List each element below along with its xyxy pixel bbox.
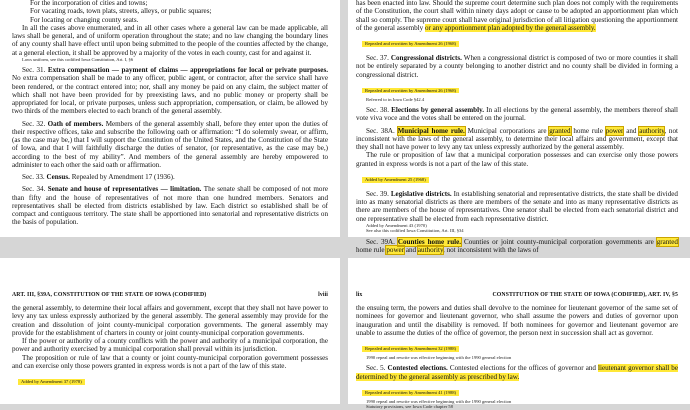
section-heading: Extra compensation — payment of claims — appropriations for local or private purposes.	[47, 66, 328, 75]
highlighted-word: granted	[549, 126, 571, 135]
section-number: Sec. 5.	[366, 364, 386, 373]
section-text: In all elections by the general assembly, the members thereof shall vote viva voce and the votes shall be entered on the journal.	[356, 106, 678, 123]
section-31	[12, 66, 328, 116]
note: Laws uniform, see this codified Iowa Constitution, Art. I, §6	[22, 56, 134, 62]
highlighted-word: authority	[417, 245, 444, 254]
paragraph: If the power or authority of a county conflicts with the power and authority of a municipal corporation, the power and authority exercised by a municipal corporation shall prevail within its jurisdiction.	[12, 337, 328, 354]
paragraph: The rule or proposition of law that a municipal corporation possesses and can exercise only those powers granted in express words is not a part of the law of this state.	[356, 151, 678, 168]
section-text: When a congressional district is composed of two or more counties it shall not be entirely separated by a county belonging to another district and no county shall be divided in forming a congressional district.	[356, 54, 678, 79]
highlighted-note: Repealed and rewritten by Amendment 26 (1968)	[362, 88, 459, 94]
running-header	[12, 292, 328, 298]
section-heading: Congressional districts.	[390, 54, 462, 62]
paragraph: the ensuing term, the powers and duties shall devolve to the nominee for lieutenant governor of the same set of nominees for governor and lieutenant governor, who shall assume the powers and duties of governor upon inauguration and until the disability is removed. If both nominees for governor and lieutenant governor are unable to assume the duties of the office of governor, the person next in succession shall act as governor.	[356, 304, 678, 337]
header-title: ART. III, §39A, CONSTITUTION OF THE STATE OF IOWA (CODIFIED)	[12, 292, 207, 298]
section-number: Sec. 37.	[366, 54, 389, 62]
page-left-upper	[0, 0, 340, 237]
section-number: Sec. 38.	[366, 106, 390, 115]
section-text: home rule	[356, 245, 387, 254]
page-number: lviii	[318, 292, 328, 298]
highlighted-word: granted	[656, 237, 678, 246]
note: Added by Amendment 43 (1970)	[366, 222, 427, 228]
section-text: home rule	[570, 126, 606, 135]
highlighted-note: Added by Amendment 25 (1968)	[362, 177, 429, 183]
section-heading: Census.	[46, 173, 70, 182]
note: Statutory provisions, see Iowa Code chapter 58	[366, 404, 453, 410]
list-item: For locating or changing county seats.	[30, 15, 139, 24]
highlighted-word: authority	[639, 126, 665, 135]
section-number: Sec. 39A.	[366, 237, 395, 246]
section-text: Members of the general assembly shall, before they enter upon the duties of their respective offices, take and subscribe the following oath or affirmation: “I do solemnly swear, or affirm, (as the case may be,) that I will support the Constitution of the United States, and the Constitution of the State of Iowa, and that I will faithfully discharge the duties of senator, (or representative, as the case may be,) according to the best of my ability”. And members of the general assembly are hereby empowered to administer to each other the said oath or affirmation.	[12, 119, 328, 169]
section-33	[12, 173, 328, 181]
section-5	[356, 364, 678, 381]
section-39a	[356, 238, 678, 255]
highlighted-note: Added by Amendment 37 (1978)	[18, 379, 85, 385]
section-heading: Elections by general assembly.	[391, 106, 484, 115]
section-32	[12, 120, 328, 170]
note: Referred to in Iowa Code §42.4	[366, 96, 425, 102]
section-text: , not inconsistent with the laws of	[443, 245, 539, 254]
section-text: Counties or joint county-municipal corporation governments are	[461, 237, 657, 246]
highlighted-note: Repealed and rewritten by Amendment 41 (1988)	[362, 390, 459, 396]
section-heading-highlighted: Counties home rule.	[397, 237, 462, 246]
section-text: The senate shall be composed of not more than fifty and the house of representatives of not more than one hundred members. Senators and representatives shall be elected from districts established by law. Each district so established shall be of compact and contiguous territory. The state shall be apportioned into senatorial and representative districts on the basis of population.	[12, 185, 328, 227]
section-heading: Contested elections.	[387, 364, 448, 373]
section-text: Repealed by Amendment 17 (1936).	[69, 173, 175, 182]
highlighted-note: Repealed and rewritten by Amendment 26 (1968)	[362, 41, 459, 47]
section-number: Sec. 32.	[22, 119, 46, 128]
list-item: For the incorporation of cities and towns;	[30, 0, 148, 7]
section-number: Sec. 39.	[366, 189, 389, 198]
section-number: Sec. 33.	[22, 173, 45, 182]
section-heading: Senate and house of representatives — limitation.	[47, 185, 202, 194]
section-34	[12, 185, 328, 226]
section-number: Sec. 34.	[22, 185, 46, 194]
section-number: Sec. 38A.	[366, 126, 395, 135]
section-text: , not inconsistent with the laws of the general assembly, to determine their local affairs and government, except that they shall not have power to levy any tax unless expressly authorized by the general assembly.	[356, 126, 678, 152]
paragraph: In all the cases above enumerated, and in all other cases where a general law can be made applicable, all laws shall be general, and of uniform operation throughout the state; and no law changing the boundary lines of any county shall have effect until upon being submitted to the people of the counties affected by the change, at a general election, it shall be approved by a majority of the votes in each county, cast for and against it.	[12, 23, 328, 57]
paragraph	[356, 0, 678, 32]
section-38	[356, 106, 678, 123]
note: 1990 repeal and rewrite was effective beginning with the 1990 general election	[366, 398, 512, 404]
section-text: Municipal corporations are	[464, 126, 550, 135]
section-heading-highlighted: Municipal home rule.	[397, 126, 465, 135]
header-title: CONSTITUTION OF THE STATE OF IOWA (CODIFIED), ART. IV, §5	[492, 292, 678, 298]
section-number: Sec. 31.	[22, 66, 46, 75]
page-right-upper	[348, 0, 690, 254]
section-39	[356, 190, 678, 223]
list-item: For vacating roads, town plats, streets, alleys, or public squares;	[30, 7, 212, 16]
section-37	[356, 54, 678, 79]
section-38a	[356, 127, 678, 152]
section-text: and	[404, 245, 418, 254]
note: 1990 repeal and rewrite was effective beginning with the 1990 general election	[366, 355, 512, 360]
highlighted-word: power	[605, 126, 624, 135]
note: See also this codified Iowa Constitution, Art. III, §34	[366, 228, 464, 234]
section-text: In establishing senatorial and representative districts, the state shall be divided into as many senatorial districts as there are members of the senate and into as many representative districts as there are members of the house of representatives. One senator shall be elected from each senatorial district and one representative shall be elected from each representative district.	[356, 189, 678, 223]
section-text: Contested elections for the offices of governor and	[447, 364, 596, 373]
paragraph: the general assembly, to determine their local affairs and government, except that they shall not have power to levy any tax unless expressly authorized by the general assembly. The general assembly may provide for the creation and dissolution of joint county-municipal corporation governments. The general assembly may provide for the establishment of charters in county or joint county-municipal corporation governments.	[12, 304, 328, 337]
page-right-lower	[348, 258, 690, 410]
highlighted-text: lieutenant governor shall be determined by the general assembly as prescribed by law.	[356, 364, 678, 381]
highlighted-word: power	[386, 245, 405, 254]
page-number: lix	[356, 292, 363, 298]
section-heading: Legislative districts.	[390, 189, 452, 198]
running-header	[356, 292, 678, 298]
text: has been enacted into law. Should the supreme court determine such plan does not comply with the requirements of the Constitution, the court shall within ninety days adopt or cause to be adopted an apportionment plan which shall so comply. The supreme court shall have original jurisdiction of all litigation questioning the apportionment of the general assembly	[356, 0, 678, 32]
section-heading: Oath of members.	[47, 119, 104, 128]
highlighted-note: Repealed and rewritten by Amendment 32 (1988)	[362, 346, 459, 352]
section-text: and	[623, 126, 640, 135]
section-text: No extra compensation shall be made to any officer, public agent, or contractor, after the service shall have been rendered, or the contract entered into; nor, shall any money be paid on any claim, the subject matter of which shall not have been provided for by preexisting laws, and no public money or property shall be appropriated for local, or private purposes, unless such appropriation, compensation, or claim, be allowed by two thirds of the members elected to each branch of the general assembly.	[12, 74, 328, 116]
highlighted-text: or any apportionment plan adopted by the general assembly.	[424, 23, 596, 32]
page-left-lower	[0, 258, 340, 404]
paragraph: The proposition or rule of law that a county or joint county-municipal corporation government possesses and can exercise only those powers granted in express words is not a part of the law of this state.	[12, 353, 328, 370]
